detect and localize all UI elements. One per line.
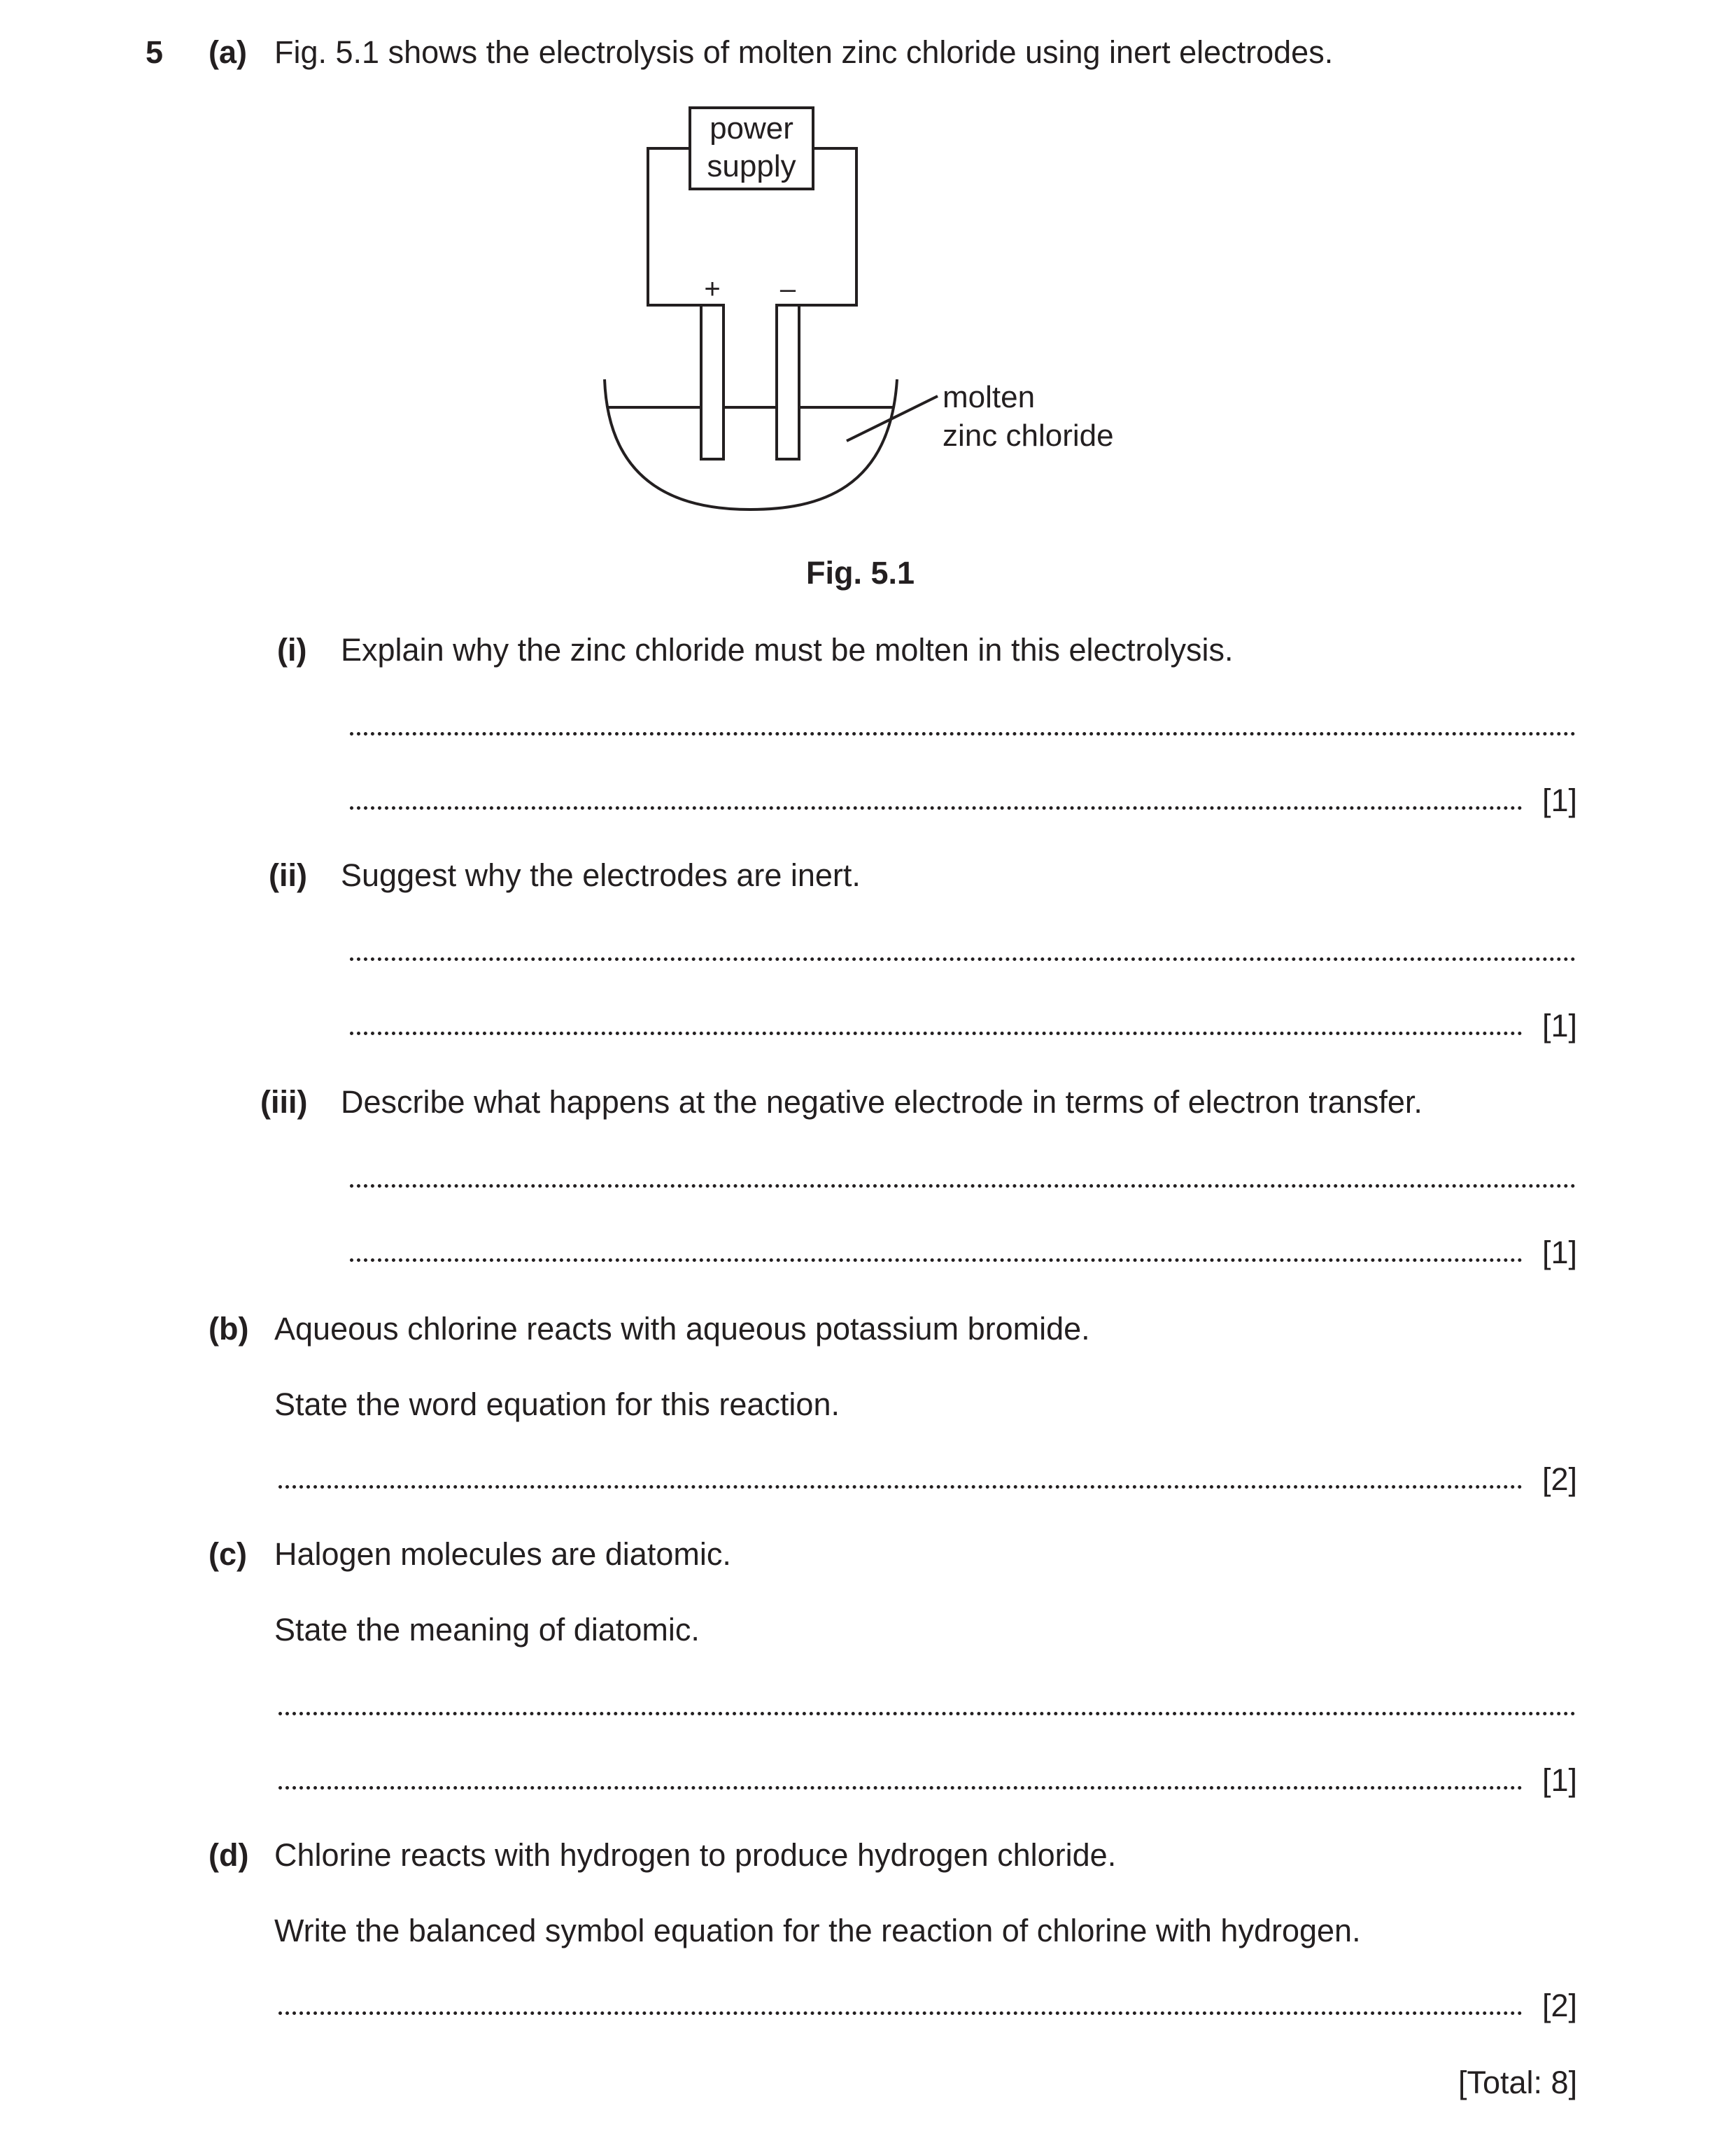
- wire-left: [648, 148, 701, 305]
- answer-line-i-2[interactable]: [350, 806, 1523, 810]
- sub-ii-text: Suggest why the electrodes are inert.: [341, 857, 861, 893]
- part-b-label: (b): [209, 1311, 249, 1347]
- figure-caption: Fig. 5.1: [806, 555, 915, 591]
- part-d-instruction: Write the balanced symbol equation for the reaction of chlorine with hydrogen.: [274, 1913, 1361, 1948]
- part-d-label: (d): [209, 1837, 249, 1873]
- part-c-label: (c): [209, 1536, 247, 1572]
- cathode-electrode: [777, 305, 799, 459]
- answer-line-c-1[interactable]: [278, 1712, 1576, 1715]
- part-c-text: Halogen molecules are diatomic.: [274, 1536, 731, 1572]
- mark-b: [2]: [1542, 1461, 1578, 1497]
- molten-label-line2: zinc chloride: [943, 419, 1114, 453]
- part-d-text: Chlorine reacts with hydrogen to produce hydrogen chloride.: [274, 1837, 1117, 1873]
- part-a-label: (a): [209, 34, 247, 70]
- answer-line-iii-1[interactable]: [350, 1184, 1576, 1188]
- mark-c: [1]: [1542, 1762, 1578, 1798]
- electrolysis-diagram: [574, 98, 1204, 518]
- mark-ii: [1]: [1542, 1008, 1578, 1044]
- label-leader-line: [847, 396, 938, 441]
- power-label-line1: power: [710, 111, 793, 146]
- sub-i-label: (i): [277, 632, 307, 668]
- answer-line-b[interactable]: [278, 1485, 1523, 1489]
- power-label-line2: supply: [707, 149, 796, 183]
- question-number: 5: [146, 34, 164, 70]
- part-b-instruction: State the word equation for this reaction.: [274, 1386, 840, 1422]
- container-bowl: [605, 379, 897, 510]
- mark-i: [1]: [1542, 782, 1578, 818]
- answer-line-iii-2[interactable]: [350, 1258, 1523, 1262]
- sub-iii-label: (iii): [260, 1084, 308, 1120]
- sub-i-text: Explain why the zinc chloride must be molten in this electrolysis.: [341, 632, 1234, 668]
- answer-line-d[interactable]: [278, 2011, 1523, 2015]
- part-c-instruction: State the meaning of diatomic.: [274, 1612, 700, 1647]
- total-marks: [Total: 8]: [1458, 2065, 1578, 2100]
- sub-ii-label: (ii): [269, 857, 307, 893]
- molten-label-line1: molten: [943, 380, 1036, 414]
- minus-sign: –: [779, 274, 796, 304]
- answer-line-ii-2[interactable]: [350, 1032, 1523, 1035]
- answer-line-c-2[interactable]: [278, 1786, 1523, 1790]
- mark-d: [2]: [1542, 1988, 1578, 2023]
- part-a-text: Fig. 5.1 shows the electrolysis of molten zinc chloride using inert electrodes.: [274, 34, 1334, 70]
- mark-iii: [1]: [1542, 1235, 1578, 1270]
- sub-iii-text: Describe what happens at the negative electrode in terms of electron transfer.: [341, 1084, 1423, 1120]
- answer-line-i-1[interactable]: [350, 732, 1576, 736]
- wire-right: [799, 148, 856, 305]
- plus-sign: +: [704, 274, 721, 304]
- answer-line-ii-1[interactable]: [350, 957, 1576, 961]
- part-b-text: Aqueous chlorine reacts with aqueous potassium bromide.: [274, 1311, 1090, 1347]
- anode-electrode: [701, 305, 724, 459]
